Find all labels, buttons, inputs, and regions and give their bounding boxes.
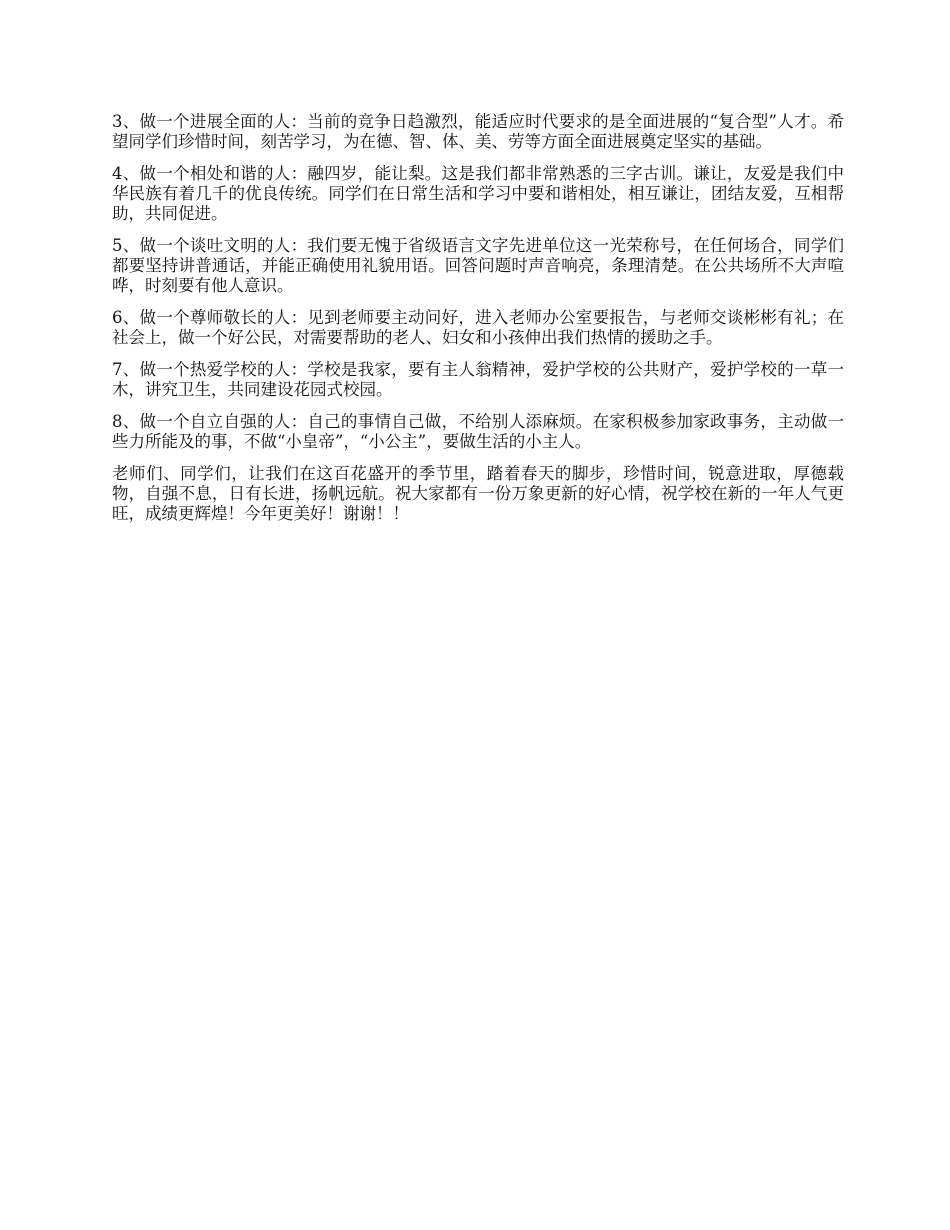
paragraph-item-6: 6、做一个尊师敬长的人：见到老师要主动问好，进入老师办公室要报告，与老师交谈彬彬有礼；在社会上，做一个好公民，对需要帮助的老人、妇女和小孩伸出我们热情的援助之手。: [112, 308, 844, 347]
closing-paragraph: 老师们、同学们，让我们在这百花盛开的季节里，踏着春天的脚步，珍惜时间，锐意进取，厚德载物，自强不息，日有长进，扬帆远航。祝大家都有一份万象更新的好心情，祝学校在新的一年人气更旺，成绩更辉煌！今年更美好！谢谢！！: [112, 464, 844, 523]
paragraph-item-8: 8、做一个自立自强的人：自己的事情自己做，不给别人添麻烦。在家积极参加家政事务，主动做一些力所能及的事，不做“小皇帝”，“小公主”，要做生活的小主人。: [112, 412, 844, 451]
paragraph-item-3: 3、做一个进展全面的人：当前的竞争日趋激烈，能适应时代要求的是全面进展的“复合型”人才。希望同学们珍惜时间，刻苦学习，为在德、智、体、美、劳等方面全面进展奠定坚实的基础。: [112, 112, 844, 151]
paragraph-item-5: 5、做一个谈吐文明的人：我们要无愧于省级语言文字先进单位这一光荣称号，在任何场合，同学们都要坚持讲普通话，并能正确使用礼貌用语。回答问题时声音响亮，条理清楚。在公共场所不大声喧哗，时刻要有他人意识。: [112, 236, 844, 295]
paragraph-item-7: 7、做一个热爱学校的人：学校是我家，要有主人翁精神，爱护学校的公共财产，爱护学校的一草一木，讲究卫生，共同建设花园式校园。: [112, 360, 844, 399]
document-page: [112, 112, 844, 536]
paragraph-item-4: 4、做一个相处和谐的人：融四岁，能让梨。这是我们都非常熟悉的三字古训。谦让，友爱是我们中华民族有着几千的优良传统。同学们在日常生活和学习中要和谐相处，相互谦让，团结友爱，互相帮助，共同促进。: [112, 164, 844, 223]
